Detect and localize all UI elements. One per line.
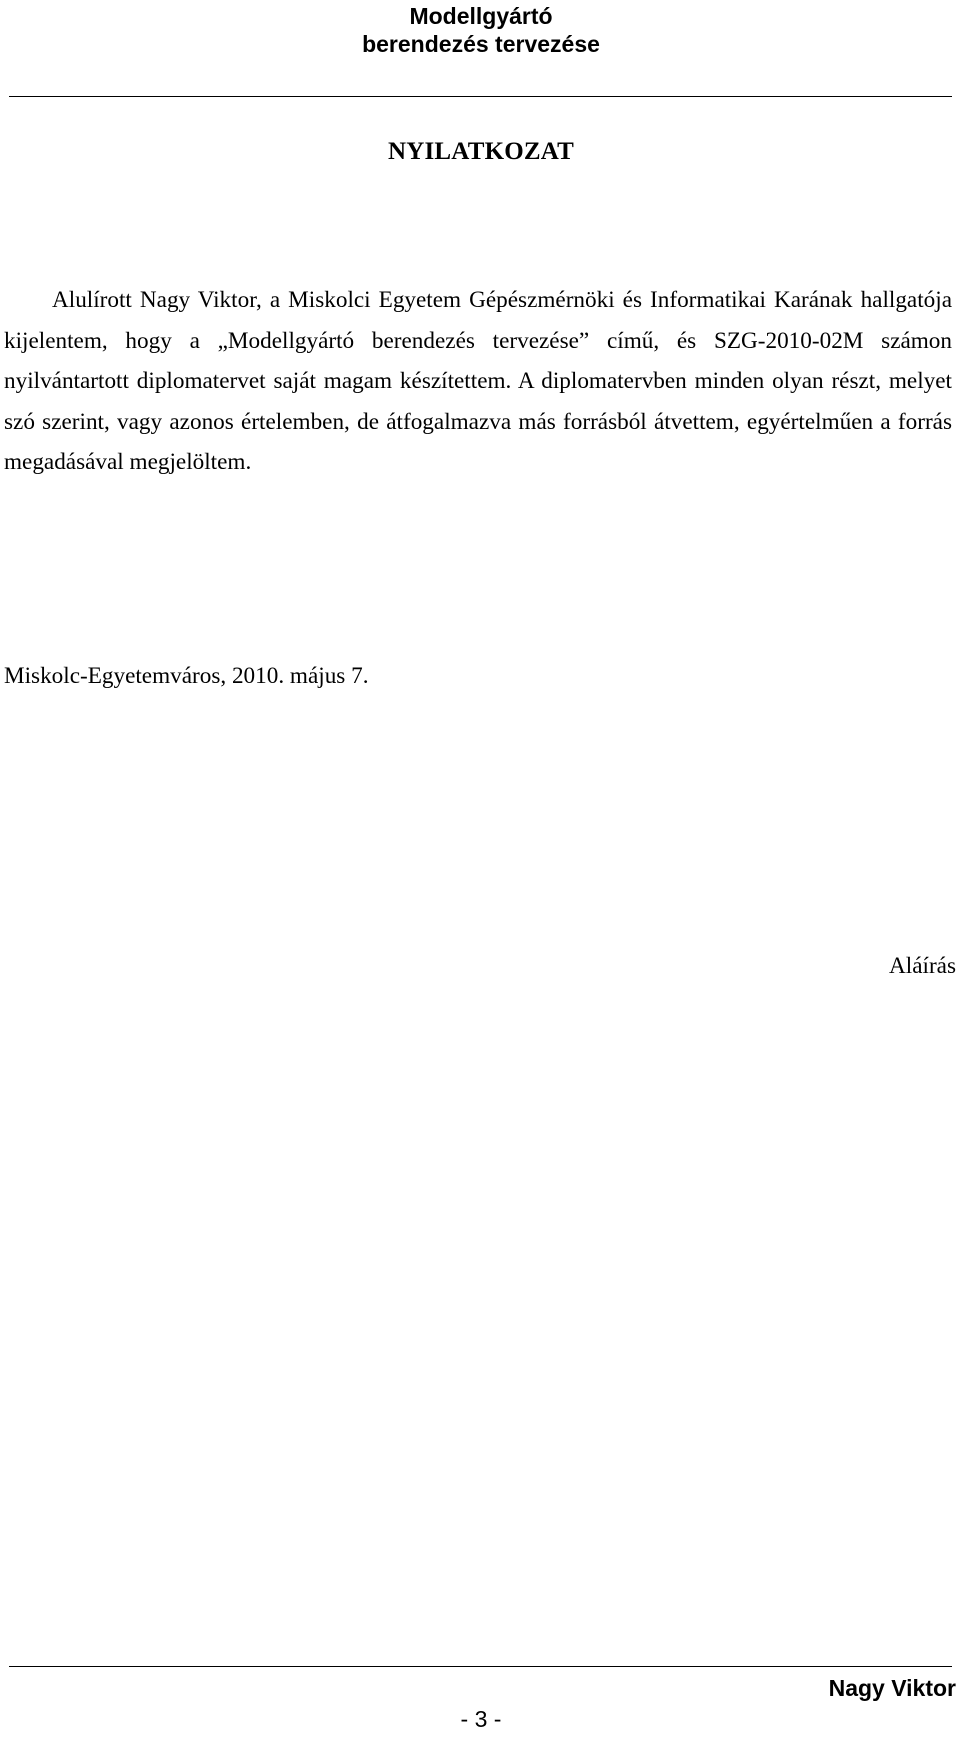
footer-divider <box>9 1666 952 1667</box>
declaration-paragraph: Alulírott Nagy Viktor, a Miskolci Egyetem Gépészmérnöki és Informatikai Karának hallgatója kijelentem, hogy a „Modellgyártó berendezés tervezése” című, és SZG-2010-02M számon nyilvántartott diplomatervet saját magam készítettem. A diplomatervben minden olyan részt, melyet szó szerint, vagy azonos értelemben, de átfogalmazva más forrásból átvettem, egyértelműen a forrás megadásával megjelöltem. <box>4 287 952 475</box>
header-title-line2: berendezés tervezése <box>362 31 600 57</box>
footer-author: Nagy Viktor <box>828 1675 956 1701</box>
header-divider <box>9 96 952 97</box>
document-title: NYILATKOZAT <box>387 138 575 165</box>
place-and-date: Miskolc-Egyetemváros, 2010. május 7. <box>4 663 369 689</box>
page-number: - 3 - <box>460 1706 502 1732</box>
header-title-line1: Modellgyártó <box>409 3 553 29</box>
signature-label: Aláírás <box>889 953 956 979</box>
